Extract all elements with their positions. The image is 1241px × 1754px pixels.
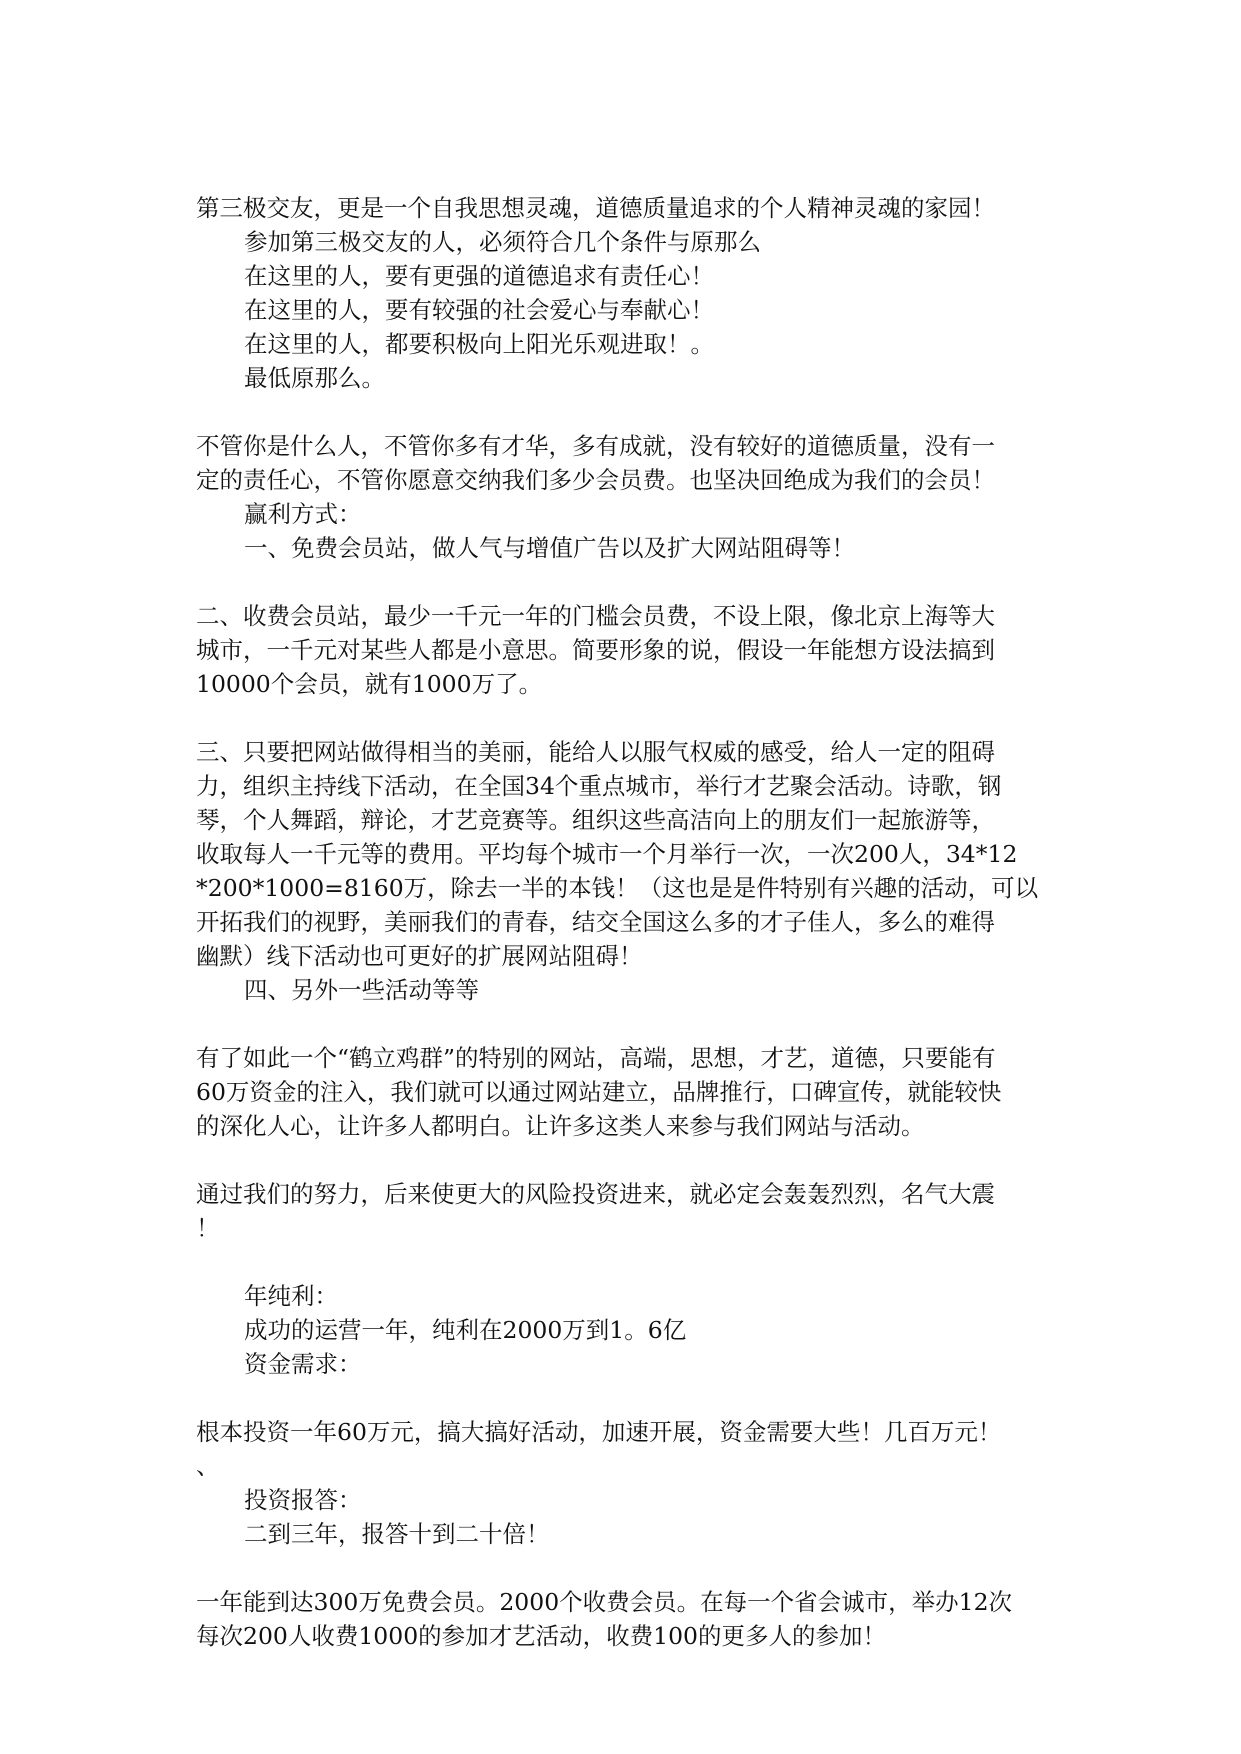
text-line: 投资报答： — [244, 1486, 362, 1514]
text-line: 一年能到达300万免费会员。2000个收费会员。在每一个省会诚市，举办12次 — [196, 1588, 1013, 1616]
document-page — [196, 191, 1056, 1653]
text-line: 琴，个人舞蹈，辩论，才艺竞赛等。组织这些高洁向上的朋友们一起旅游等， — [196, 806, 995, 834]
text-line: 一、免费会员站，做人气与增值广告以及扩大网站阻碍等！ — [244, 534, 855, 562]
text-line: 在这里的人，要有较强的社会爱心与奉献心！ — [244, 296, 714, 324]
text-line: 第三极交友，更是一个自我思想灵魂，道德质量追求的个人精神灵魂的家园！ — [196, 194, 995, 222]
text-line: 在这里的人，要有更强的道德追求有责任心！ — [244, 262, 714, 290]
text-line: 在这里的人，都要积极向上阳光乐观进取！。 — [244, 330, 714, 358]
text-line: 城市，一千元对某些人都是小意思。简要形象的说，假设一年能想方设法搞到 — [196, 636, 995, 664]
text-line: 有了如此一个“鹤立鸡群”的特别的网站，高端，思想，才艺，道德，只要能有 — [196, 1044, 996, 1072]
text-line: 参加第三极交友的人，必须符合几个条件与原那么 — [244, 228, 761, 256]
paragraph-gap — [196, 395, 1056, 429]
text-line: *200*1000=8160万，除去一半的本钱！（这也是是件特别有兴趣的活动，可以 — [196, 874, 1039, 902]
text-line: 二、收费会员站，最少一千元一年的门槛会员费，不设上限，像北京上海等大 — [196, 602, 995, 630]
text-line: 收取每人一千元等的费用。平均每个城市一个月举行一次，一次200人，34*12 — [196, 840, 1018, 868]
text-line: 的深化人心，让许多人都明白。让许多这类人来参与我们网站与活动。 — [196, 1112, 925, 1140]
paragraph-gap — [196, 701, 1056, 735]
text-line: 幽默）线下活动也可更好的扩展网站阻碍！ — [196, 942, 643, 970]
text-line: 不管你是什么人，不管你多有才华，多有成就，没有较好的道德质量，没有一 — [196, 432, 995, 460]
paragraph-gap — [196, 1007, 1056, 1041]
text-line: 三、只要把网站做得相当的美丽，能给人以服气权威的感受，给人一定的阻碍 — [196, 738, 995, 766]
text-line: 力，组织主持线下活动，在全国34个重点城市，举行才艺聚会活动。诗歌，钢 — [196, 772, 1002, 800]
text-line: 10000个会员，就有1000万了。 — [196, 670, 543, 698]
text-line: 通过我们的努力，后来使更大的风险投资进来，就必定会轰轰烈烈，名气大震 — [196, 1180, 995, 1208]
text-line: 最低原那么。 — [244, 364, 385, 392]
text-line: 资金需求： — [244, 1350, 362, 1378]
text-line: 成功的运营一年，纯利在2000万到1。6亿 — [244, 1316, 687, 1344]
paragraph-gap — [196, 1245, 1056, 1279]
paragraph-gap — [196, 1381, 1056, 1415]
text-line: 、 — [196, 1452, 220, 1480]
text-line: 根本投资一年60万元，搞大搞好活动，加速开展，资金需要大些！几百万元！ — [196, 1418, 1002, 1446]
text-line: 开拓我们的视野，美丽我们的青春，结交全国这么多的才子佳人，多么的难得 — [196, 908, 995, 936]
text-line: 年纯利： — [244, 1282, 338, 1310]
paragraph-gap — [196, 1143, 1056, 1177]
text-line: 四、另外一些活动等等 — [244, 976, 479, 1004]
paragraph-gap — [196, 1551, 1056, 1585]
text-line: 二到三年，报答十到二十倍！ — [244, 1520, 550, 1548]
text-line: 60万资金的注入，我们就可以通过网站建立，品牌推行，口碑宣传，就能较快 — [196, 1078, 1002, 1106]
text-line: 每次200人收费1000的参加才艺活动，收费100的更多人的参加！ — [196, 1622, 887, 1650]
text-line: 定的责任心，不管你愿意交纳我们多少会员费。也坚决回绝成为我们的会员！ — [196, 466, 995, 494]
text-line: ！ — [196, 1214, 220, 1242]
paragraph-gap — [196, 565, 1056, 599]
text-line: 赢利方式： — [244, 500, 362, 528]
